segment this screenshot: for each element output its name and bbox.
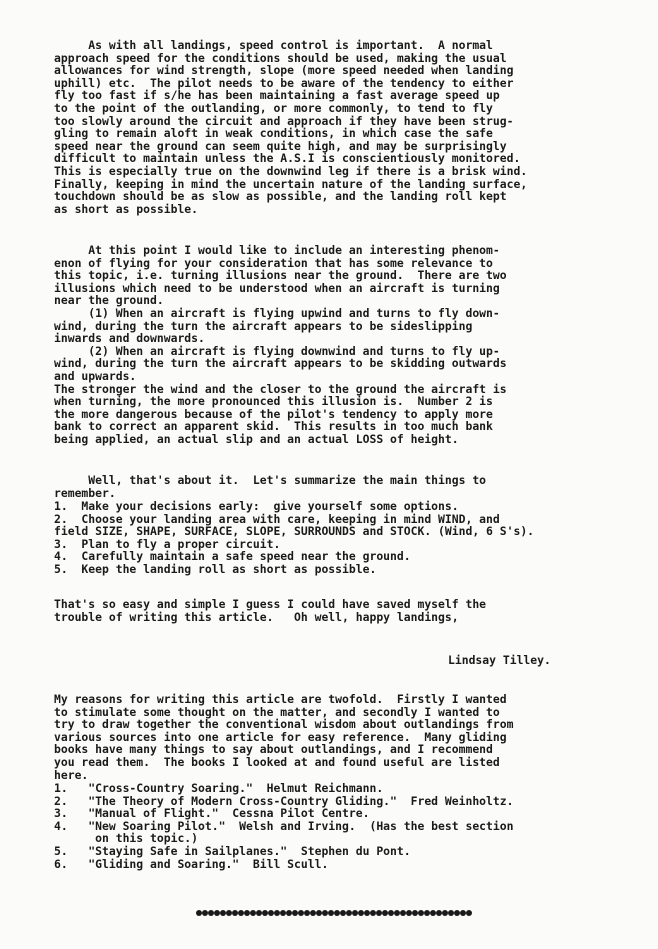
- closing-paragraph: That's so easy and simple I guess I could have saved myself the trouble of writing this article. Oh well, happy landings,: [54, 597, 487, 624]
- turning-illusions-paragraph: At this point I would like to include an interesting phenom- enon of flying for your consideration that has some relevance to this topic, i.e. turning illusions near the ground. There are two illusions which need to be understood when an aircraft is turning near the ground. (1) When an aircraft is flying upwind and turns to fly down- wind, during the turn the aircraft appears to be sideslipping inwards and downwards. (2) When an aircraft is flying downwind and turns to fly up- wind, during the turn the aircraft appears to be skidding outwards and upwards. The stronger the wind and the closer to the ground the aircraft is when turning, the more pronounced this illusion is. Number 2 is the more dangerous because of the pilot's tendency to apply more bank to correct an apparent skid. This results in too much bank being applied, an actual slip and an actual LOSS of height.: [54, 243, 507, 446]
- dotted-separator: [196, 910, 474, 918]
- separator-dot: [466, 910, 472, 916]
- author-signature: Lindsay Tilley.: [448, 653, 551, 667]
- book-list: 1. "Cross-Country Soaring." Helmut Reichmann. 2. "The Theory of Modern Cross-Country Gliding." Fred Weinholtz. 3. "Manual of Flight." Cessna Pilot Centre. 4. "New Soaring Pilot." Welsh and Irving. (Has the best section on this topic.) 5. "Staying Safe in Sailplanes." Stephen du Pont. 6. "Gliding and Soaring." Bill Scull.: [54, 781, 514, 871]
- summary-list: 1. Make your decisions early: give yourself some options. 2. Choose your landing area with care, keeping in mind WIND, and field SIZE, SHAPE, SURFACE, SLOPE, SURROUNDS and STOCK. (Wind, 6 S's). 3. Plan to fly a proper circuit. 4. Carefully maintain a safe speed near the ground. 5. Keep the landing roll as short as possible.: [54, 499, 535, 576]
- speed-control-paragraph: As with all landings, speed control is important. A normal approach speed for the conditions should be used, making the usual allowances for wind strength, slope (more speed needed when landing uphill) etc. The pilot needs to be aware of the tendency to either fly too fast if s/he has been maintaining a fast average speed up to the point of the outlanding, or more commonly, to tend to fly too slowly around the circuit and approach if they have been strug- gling to remain aloft in weak conditions, in which case the safe speed near the ground can seem quite high, and may be surprisingly difficult to maintain unless the A.S.I is conscientiously monitored. This is especially true on the downwind leg if there is a brisk wind. Finally, keeping in mind the uncertain nature of the landing surface, touchdown should be as slow as possible, and the landing roll kept as short as possible.: [54, 38, 528, 216]
- reasons-paragraph: My reasons for writing this article are twofold. Firstly I wanted to stimulate some thought on the matter, and secondly I wanted to try to draw together the conventional wisdom about outlandings from various sources into one article for easy reference. Many gliding books have many things to say about outlandings, and I recommend you read them. The books I looked at and found useful are listed here.: [54, 692, 514, 782]
- summary-intro: Well, that's about it. Let's summarize the main things to remember.: [54, 473, 487, 500]
